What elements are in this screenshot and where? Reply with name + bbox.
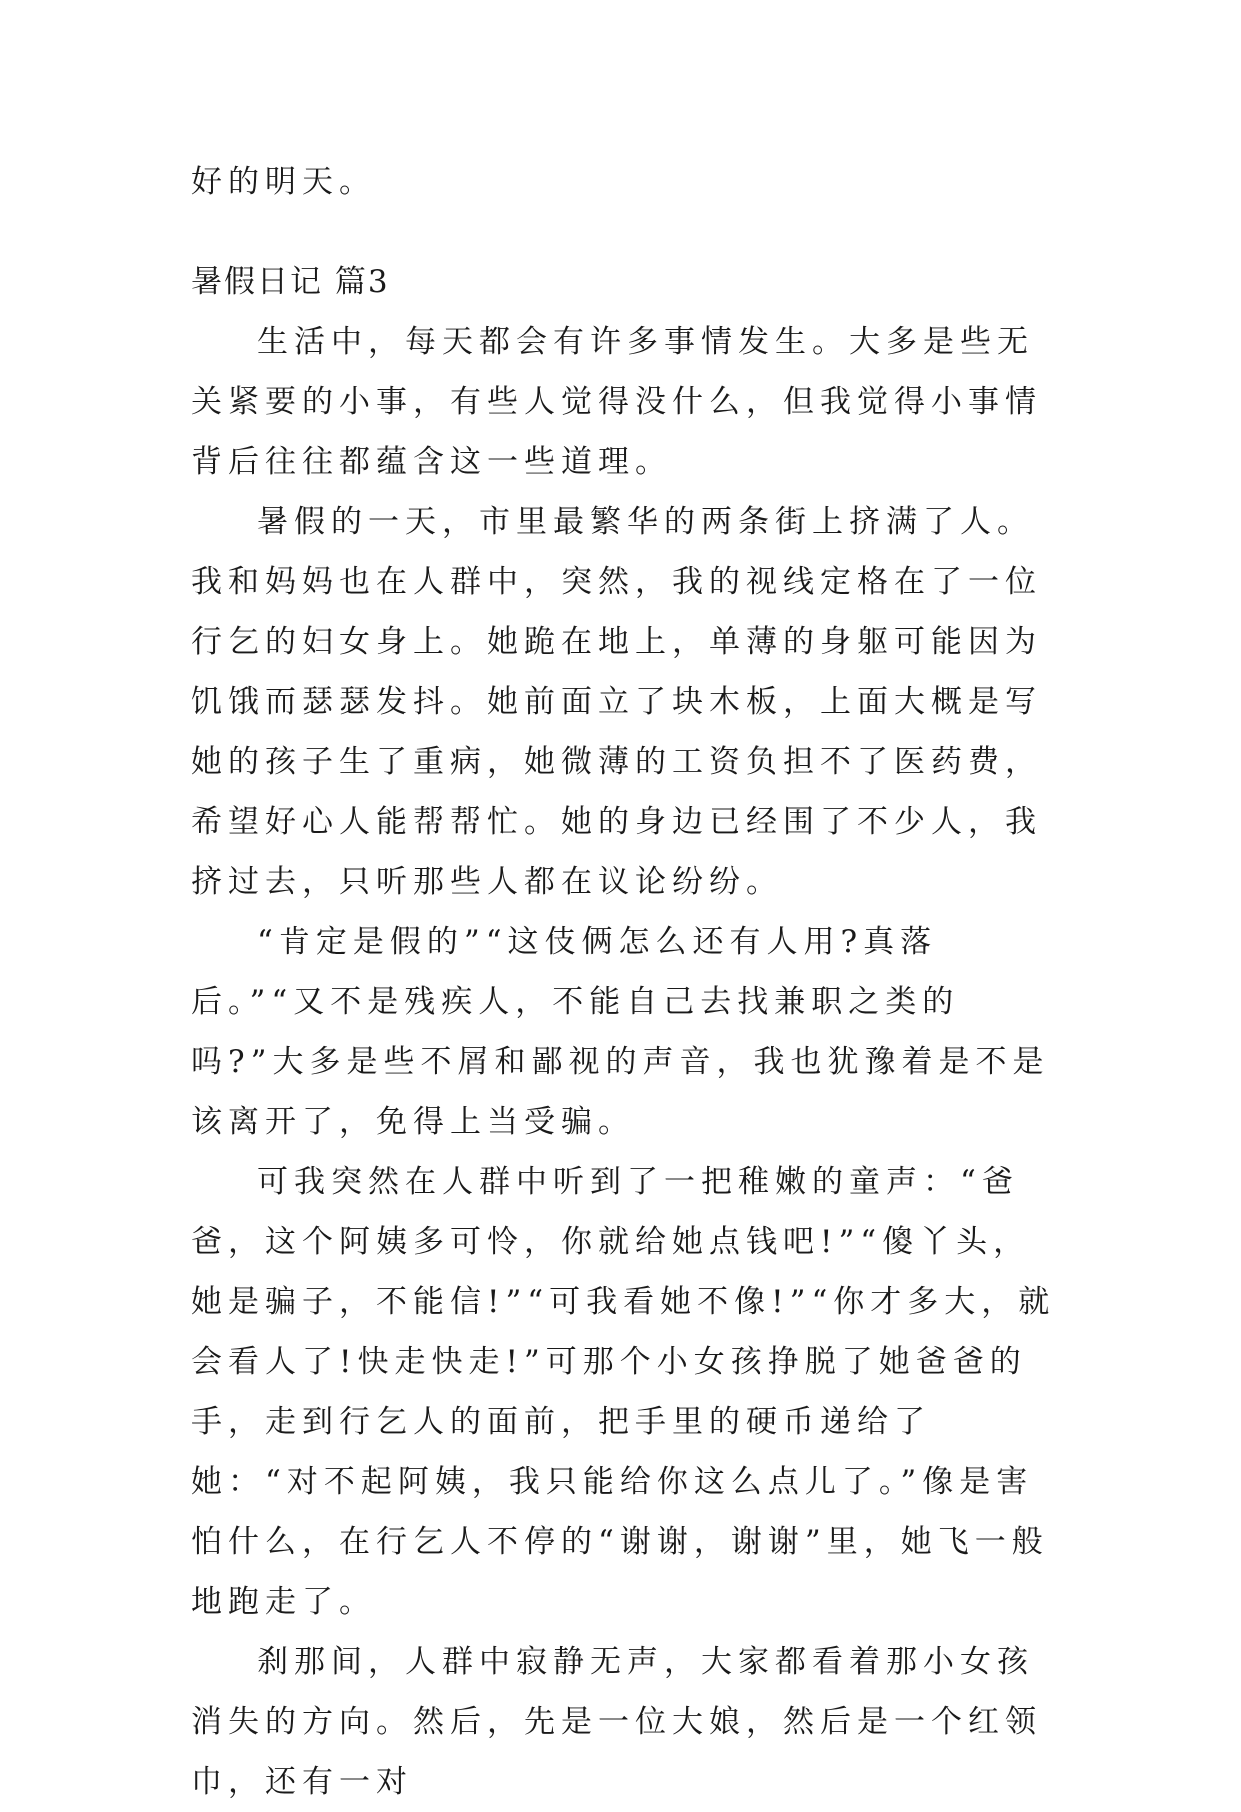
previous-section-tail: 好的明天。 xyxy=(191,164,376,200)
section-title: 暑假日记 篇3 xyxy=(191,264,390,300)
paragraph: “肯定是假的”“这伎俩怎么还有人用?真落后。”“又不是残疾人，不能自己去找兼职之类的吗?”大多是些不屑和鄙视的声音，我也犹豫着是不是该离开了，免得上当受骗。 xyxy=(191,924,1050,1140)
paragraph: 暑假的一天，市里最繁华的两条街上挤满了人。我和妈妈也在人群中，突然，我的视线定格在了一位行乞的妇女身上。她跪在地上，单薄的身躯可能因为饥饿而瑟瑟发抖。她前面立了块木板，上面大概是写她的孩子生了重病，她微薄的工资负担不了医药费，希望好心人能帮帮忙。她的身边已经围了不少人，我挤过去，只听那些人都在议论纷纷。 xyxy=(191,504,1042,900)
paragraph: 生活中，每天都会有许多事情发生。大多是些无关紧要的小事，有些人觉得没什么，但我觉得小事情背后往往都蕴含这一些道理。 xyxy=(191,324,1042,480)
paragraph: 可我突然在人群中听到了一把稚嫩的童声：“爸爸，这个阿姨多可怜，你就给她点钱吧!”“傻丫头，她是骗子，不能信!”“可我看她不像!”“你才多大，就会看人了!快走快走!”可那个小女孩挣脱了她爸爸的手，走到行乞人的面前，把手里的硬币递给了她：“对不起阿姨，我只能给你这么点儿了。”像是害怕什么，在行乞人不停的“谢谢，谢谢”里，她飞一般地跑走了。 xyxy=(191,1164,1056,1620)
document-body xyxy=(191,152,1061,1812)
paragraph: 刹那间，人群中寂静无声，大家都看着那小女孩消失的方向。然后，先是一位大娘，然后是一个红领巾，还有一对 xyxy=(191,1644,1042,1800)
